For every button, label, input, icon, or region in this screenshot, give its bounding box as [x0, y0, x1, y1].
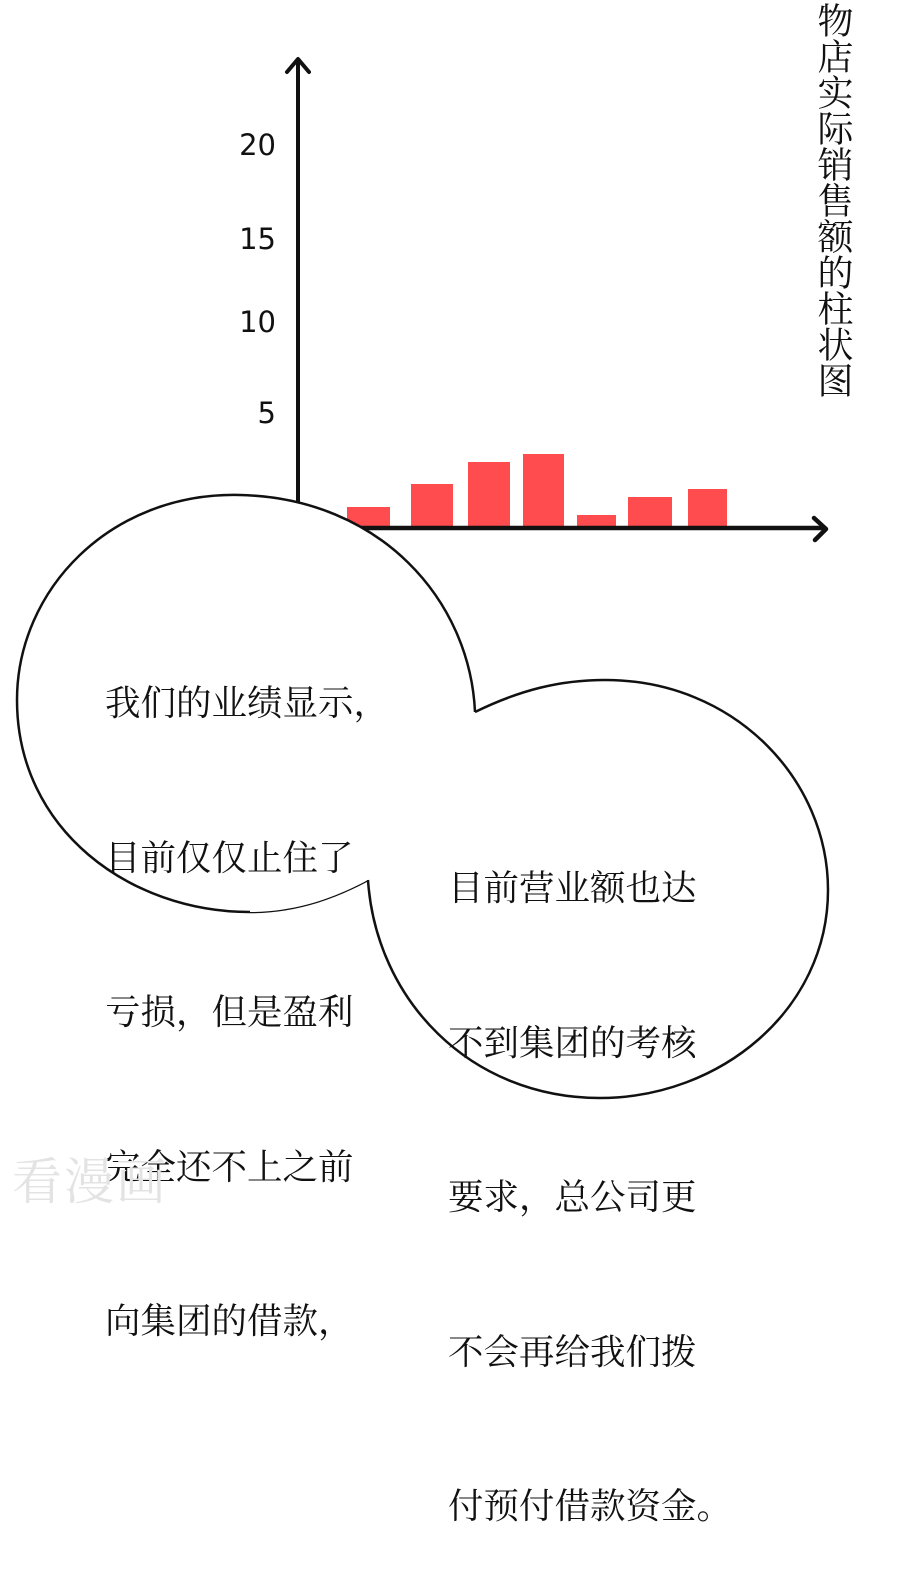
- speech-line: 要求，总公司更: [448, 1177, 697, 1218]
- speech-line: 目前营业额也达: [448, 868, 697, 909]
- speech-line: 目前仅仅止住了: [105, 837, 354, 879]
- speech-line: 付预付借款资金。: [448, 1486, 733, 1527]
- watermark-logo: 看漫画: [12, 1153, 168, 1211]
- y-tick-label: 20: [239, 128, 276, 162]
- chart-title-vertical: 物店实际销售额的柱状图: [812, 2, 853, 398]
- speech-line: 亏损，但是盈利: [105, 992, 354, 1033]
- speech-line: 不到集团的考核: [448, 1022, 697, 1064]
- speech-line: 向集团的借款，: [105, 1301, 354, 1342]
- y-tick-label: 5: [257, 396, 276, 430]
- speech-line: 我们的业绩显示，: [105, 683, 390, 724]
- y-tick-label: 15: [239, 222, 276, 256]
- speech-text-left: [105, 575, 389, 1399]
- speech-line: 不会再给我们拨: [448, 1331, 697, 1373]
- speech-text-right: [448, 760, 732, 1584]
- y-tick-label: 10: [239, 305, 276, 339]
- speech-line: 完全还不上之前: [105, 1146, 354, 1188]
